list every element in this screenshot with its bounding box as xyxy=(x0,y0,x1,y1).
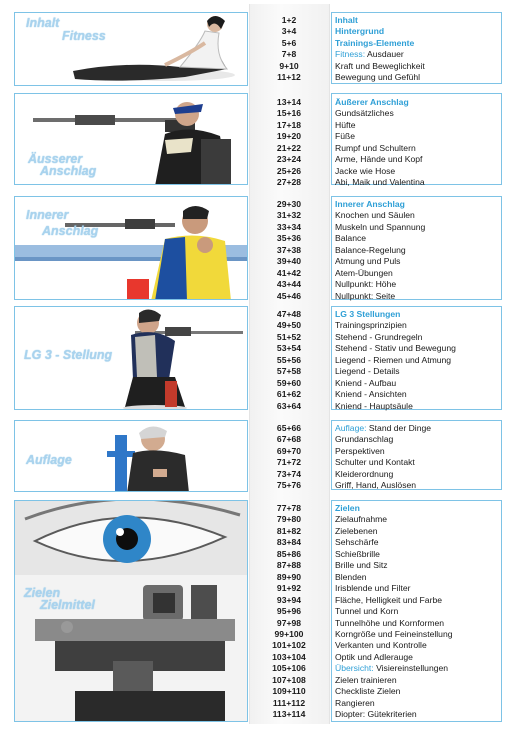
topic-text: Balance-Regelung xyxy=(335,244,406,255)
page-range: 37+38 xyxy=(276,244,302,255)
page-range: 13+14 xyxy=(276,97,302,107)
topic-text: Kraft und Beweglichkeit xyxy=(335,60,425,71)
topic-text: Nullpunkt: Seite xyxy=(335,290,396,301)
topic-title xyxy=(335,686,505,697)
toc-row[interactable] xyxy=(0,131,512,142)
toc-row[interactable] xyxy=(0,446,512,457)
topic-title xyxy=(335,675,505,686)
chapter-heading xyxy=(335,97,505,108)
topic-text: Atmung und Puls xyxy=(335,256,401,267)
toc-row[interactable] xyxy=(0,663,512,674)
toc-row[interactable] xyxy=(0,268,512,279)
topic-text: Inhalt xyxy=(335,15,358,25)
topic-title xyxy=(335,423,505,434)
topic-text: LG 3 Stellungen xyxy=(335,309,401,319)
topic-title xyxy=(335,61,505,72)
topic-text: Korngröße und Feineinstellung xyxy=(335,628,453,639)
page-range: 99+100 xyxy=(274,628,304,639)
chapter-heading xyxy=(335,26,505,37)
topic-text: Stehend - Stativ und Bewegung xyxy=(335,343,456,354)
page-range: 17+18 xyxy=(276,119,302,130)
toc-row[interactable] xyxy=(0,457,512,468)
page-range: 109+110 xyxy=(272,686,306,697)
topic-title xyxy=(335,389,505,400)
toc-row[interactable] xyxy=(0,652,512,663)
topic-text: Trainings-Elemente xyxy=(335,37,415,48)
toc-row[interactable] xyxy=(0,199,512,210)
page-range: 11+12 xyxy=(277,72,301,83)
section-label: LG 3 - Stellung xyxy=(24,348,113,362)
topic-text: Bewegung und Gefühl xyxy=(335,72,421,83)
topic-text: Gundsätzliches xyxy=(335,108,394,119)
topic-text: Atem-Übungen xyxy=(335,267,393,278)
topic-text: Diopter: Gütekriterien xyxy=(335,709,417,720)
chapter-heading xyxy=(335,309,505,320)
topic-text: Füße xyxy=(335,131,356,142)
topic-title xyxy=(335,332,505,343)
section-label: Zielmittel xyxy=(40,598,95,612)
topic-title xyxy=(335,480,505,491)
toc-row[interactable] xyxy=(0,26,512,37)
topic-title xyxy=(335,698,505,709)
toc-row[interactable] xyxy=(0,233,512,244)
topic-title xyxy=(335,343,505,354)
topic-text: Zielen xyxy=(335,503,360,513)
topic-text: Trainingsprinzipien xyxy=(335,320,407,331)
section-label: Anschlag xyxy=(42,224,99,238)
chapter-heading xyxy=(335,38,505,49)
toc-row[interactable] xyxy=(0,279,512,290)
section-label: Fitness xyxy=(62,29,106,43)
toc-row[interactable] xyxy=(0,526,512,537)
toc-row[interactable] xyxy=(0,154,512,165)
topic-title xyxy=(335,166,505,177)
topic-text: Tunnel und Korn xyxy=(335,606,399,617)
page-range: 53+54 xyxy=(276,343,302,354)
section-label: Inhalt xyxy=(26,16,60,30)
topic-title xyxy=(335,640,505,651)
page-range: 113+114 xyxy=(272,709,306,720)
topic-text: Grundanschlag xyxy=(335,434,394,445)
topic-title xyxy=(335,143,505,154)
page-range: 51+52 xyxy=(276,331,302,342)
toc-row[interactable] xyxy=(0,560,512,571)
toc-row[interactable] xyxy=(0,256,512,267)
topic-title xyxy=(335,355,505,366)
page-range: 31+32 xyxy=(276,210,302,221)
topic-text: Äußerer Anschlag xyxy=(335,97,409,107)
toc-row[interactable] xyxy=(0,210,512,221)
topic-text: Verkanten und Kontrolle xyxy=(335,640,427,651)
page-range: 47+48 xyxy=(276,309,302,319)
topic-text: Knochen und Säulen xyxy=(335,210,415,221)
section-label: Innerer xyxy=(26,208,69,222)
topic-title xyxy=(335,606,505,617)
page-range: 57+58 xyxy=(276,366,302,377)
page-range: 79+80 xyxy=(276,514,302,525)
page-range: 59+60 xyxy=(276,377,302,388)
toc-row[interactable] xyxy=(0,401,512,412)
topic-text: Ausdauer xyxy=(365,49,404,60)
topic-text: Visiereinstellungen xyxy=(373,663,449,674)
section-label: Auflage xyxy=(26,453,72,467)
page-range: 85+86 xyxy=(276,548,302,559)
topic-text: Rangieren xyxy=(335,697,375,708)
toc-row[interactable] xyxy=(0,177,512,188)
toc-row[interactable] xyxy=(0,709,512,720)
toc-row[interactable] xyxy=(0,389,512,400)
page-range: 95+96 xyxy=(276,606,302,617)
page-range: 107+108 xyxy=(272,674,306,685)
topic-title xyxy=(335,49,505,60)
page-range: 1+2 xyxy=(281,15,297,25)
page-range: 15+16 xyxy=(276,108,302,119)
topic-text: Jacke wie Hose xyxy=(335,165,396,176)
page-range: 21+22 xyxy=(276,142,302,153)
topic-prefix: Auflage: xyxy=(335,423,367,433)
page-range: 65+66 xyxy=(276,423,302,433)
toc-row[interactable] xyxy=(0,606,512,617)
topic-text: Schulter und Kontakt xyxy=(335,457,415,468)
topic-text: Stehend - Grundregeln xyxy=(335,331,423,342)
topic-text: Irisblende und Filter xyxy=(335,583,411,594)
topic-text: Blenden xyxy=(335,571,367,582)
topic-title xyxy=(335,279,505,290)
topic-text: Hintergrund xyxy=(335,26,385,37)
page-range: 89+90 xyxy=(276,571,302,582)
toc-row[interactable] xyxy=(0,108,512,119)
topic-title xyxy=(335,268,505,279)
topic-text: Brille und Sitz xyxy=(335,560,388,571)
toc-row[interactable] xyxy=(0,97,512,108)
topic-title xyxy=(335,154,505,165)
topic-text: Abi, Maik und Valentina xyxy=(335,177,425,188)
topic-text: Fläche, Helligkeit und Farbe xyxy=(335,594,442,605)
page-range: 41+42 xyxy=(276,267,302,278)
toc-row[interactable] xyxy=(0,572,512,583)
toc-row[interactable] xyxy=(0,514,512,525)
topic-title xyxy=(335,320,505,331)
page-range: 81+82 xyxy=(276,525,302,536)
page-range: 23+24 xyxy=(276,154,302,165)
topic-title xyxy=(335,245,505,256)
page-range: 101+102 xyxy=(272,640,306,651)
page-range: 73+74 xyxy=(276,468,302,479)
toc-row[interactable] xyxy=(0,469,512,480)
page-range: 19+20 xyxy=(276,131,302,142)
topic-text: Tunnelhöhe und Kornformen xyxy=(335,617,445,628)
toc-row[interactable] xyxy=(0,434,512,445)
topic-title xyxy=(335,366,505,377)
chapter-heading xyxy=(335,199,505,210)
topic-text: Stand der Dinge xyxy=(366,423,432,433)
topic-text: Perspektiven xyxy=(335,445,385,456)
toc-row[interactable] xyxy=(0,583,512,594)
page-range: 43+44 xyxy=(276,279,302,290)
page-range: 77+78 xyxy=(276,503,302,513)
topic-text: Zielen trainieren xyxy=(335,674,397,685)
topic-text: Kniend - Aufbau xyxy=(335,377,397,388)
topic-text: Liegend - Riemen und Atmung xyxy=(335,354,452,365)
topic-text: Griff, Hand, Auslösen xyxy=(335,480,417,491)
toc-row[interactable] xyxy=(0,38,512,49)
toc-row[interactable] xyxy=(0,698,512,709)
toc-row[interactable] xyxy=(0,378,512,389)
topic-text: Innerer Anschlag xyxy=(335,199,405,209)
toc-row[interactable] xyxy=(0,366,512,377)
toc-row[interactable] xyxy=(0,686,512,697)
page-range: 61+62 xyxy=(276,389,302,400)
page-range: 83+84 xyxy=(276,537,302,548)
toc-row[interactable] xyxy=(0,537,512,548)
topic-text: Kniend - Ansichten xyxy=(335,389,407,400)
topic-text: Balance xyxy=(335,233,367,244)
topic-text: Kniend - Hauptsäule xyxy=(335,400,413,411)
page-range: 33+34 xyxy=(276,221,302,232)
topic-title xyxy=(335,469,505,480)
page-range: 93+94 xyxy=(276,594,302,605)
toc-row[interactable] xyxy=(0,222,512,233)
topic-text: Zielebenen xyxy=(335,525,378,536)
page-range: 7+8 xyxy=(281,49,297,60)
toc-row[interactable] xyxy=(0,355,512,366)
topic-title xyxy=(335,222,505,233)
section-label: Äusserer xyxy=(28,152,83,166)
topic-title xyxy=(335,537,505,548)
topic-text: Hüfte xyxy=(335,119,356,130)
toc-row[interactable] xyxy=(0,480,512,491)
toc-row[interactable] xyxy=(0,675,512,686)
toc-row[interactable] xyxy=(0,49,512,60)
topic-title xyxy=(335,291,505,302)
page-range: 45+46 xyxy=(276,290,302,301)
page-range: 3+4 xyxy=(281,26,297,37)
toc-row[interactable] xyxy=(0,640,512,651)
toc-row[interactable] xyxy=(0,120,512,131)
toc-row[interactable] xyxy=(0,629,512,640)
toc-row[interactable] xyxy=(0,309,512,320)
topic-text: Rumpf und Schultern xyxy=(335,142,416,153)
page-range: 55+56 xyxy=(276,354,302,365)
topic-text: Nullpunkt: Höhe xyxy=(335,279,397,290)
topic-text: Optik und Adlerauge xyxy=(335,651,413,662)
topic-title xyxy=(335,549,505,560)
topic-title xyxy=(335,572,505,583)
topic-prefix: Fitness: xyxy=(335,49,366,60)
section-label: Zielen xyxy=(24,586,61,600)
topic-title xyxy=(335,72,505,83)
page-range: 87+88 xyxy=(276,560,302,571)
topic-title xyxy=(335,514,505,525)
topic-title xyxy=(335,618,505,629)
toc-row[interactable] xyxy=(0,143,512,154)
page-range: 27+28 xyxy=(276,177,302,188)
topic-text: Muskeln und Spannung xyxy=(335,221,426,232)
topic-text: Liegend - Details xyxy=(335,366,400,377)
toc-row[interactable] xyxy=(0,343,512,354)
toc-row[interactable] xyxy=(0,618,512,629)
topic-title xyxy=(335,629,505,640)
toc-row[interactable] xyxy=(0,166,512,177)
page-range: 103+104 xyxy=(272,651,306,662)
toc-row[interactable] xyxy=(0,549,512,560)
topic-title xyxy=(335,401,505,412)
topic-title xyxy=(335,526,505,537)
topic-title xyxy=(335,233,505,244)
topic-title xyxy=(335,210,505,221)
topic-title xyxy=(335,583,505,594)
page-range: 25+26 xyxy=(276,165,302,176)
topic-title xyxy=(335,652,505,663)
topic-title xyxy=(335,378,505,389)
page-range: 9+10 xyxy=(279,60,299,71)
chapter-heading xyxy=(335,503,505,514)
topic-text: Checkliste Zielen xyxy=(335,686,401,697)
topic-text: Arme, Hände und Kopf xyxy=(335,154,423,165)
toc-row[interactable] xyxy=(0,320,512,331)
page-range: 39+40 xyxy=(276,256,302,267)
toc-row[interactable] xyxy=(0,503,512,514)
toc-row[interactable] xyxy=(0,423,512,434)
page-range: 71+72 xyxy=(276,457,302,468)
toc-row[interactable] xyxy=(0,72,512,83)
topic-title xyxy=(335,177,505,188)
topic-text: Schießbrille xyxy=(335,548,380,559)
topic-text: Kleiderordnung xyxy=(335,468,394,479)
page-range: 5+6 xyxy=(281,37,297,48)
topic-text: Sehschärfe xyxy=(335,537,379,548)
toc-row[interactable] xyxy=(0,332,512,343)
page-range: 67+68 xyxy=(276,434,302,445)
page-range: 91+92 xyxy=(276,583,302,594)
topic-title xyxy=(335,595,505,606)
topic-title xyxy=(335,560,505,571)
topic-title xyxy=(335,108,505,119)
page-range: 63+64 xyxy=(276,400,302,411)
topic-title xyxy=(335,457,505,468)
page-range: 35+36 xyxy=(276,233,302,244)
toc-row[interactable] xyxy=(0,595,512,606)
topic-title xyxy=(335,434,505,445)
toc-row[interactable] xyxy=(0,15,512,26)
page-range: 75+76 xyxy=(276,480,302,491)
page-range: 97+98 xyxy=(276,617,302,628)
topic-title xyxy=(335,709,505,720)
section-label: Anschlag xyxy=(40,164,97,178)
page-range: 111+112 xyxy=(272,697,306,708)
page-range: 69+70 xyxy=(276,445,302,456)
page-range: 29+30 xyxy=(276,199,302,209)
toc-row[interactable] xyxy=(0,61,512,72)
topic-title xyxy=(335,120,505,131)
topic-title xyxy=(335,663,505,674)
toc-row[interactable] xyxy=(0,291,512,302)
topic-title xyxy=(335,131,505,142)
topic-text: Zielaufnahme xyxy=(335,514,388,525)
chapter-heading xyxy=(335,15,505,26)
topic-prefix: Übersicht: xyxy=(335,663,374,674)
topic-title xyxy=(335,446,505,457)
topic-title xyxy=(335,256,505,267)
page-range: 49+50 xyxy=(276,320,302,331)
toc-row[interactable] xyxy=(0,245,512,256)
page-range: 105+106 xyxy=(272,663,306,674)
